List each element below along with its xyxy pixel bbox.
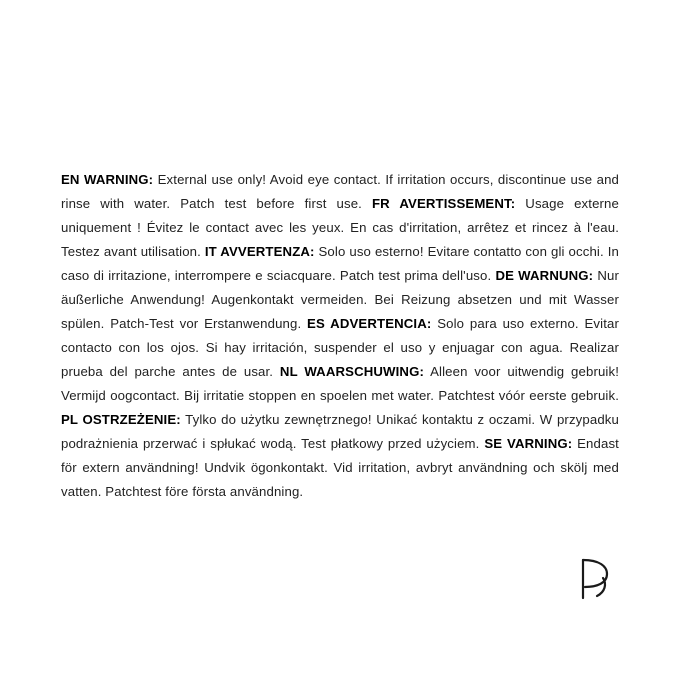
- warning-body-en: External use only! Avoid eye contact. If irritation occurs, discontinue use and rinse with water. Patch test before first use.: [61, 172, 619, 212]
- warning-body-de: Nur äußerliche Anwendung! Augenkontakt vermeiden. Bei Reizung absetzen und mit Wasser spülen. Patch-Test vor Erstanwendung.: [61, 268, 620, 332]
- warning-language-label-se: SE VARNING:: [484, 436, 573, 452]
- warning-body-pl: Tylko do użytku zewnętrznego! Unikać kontaktu z oczami. W przypadku podrażnienia przerwać i spłukać wodą. Test płatkowy przed użyciem.: [61, 412, 619, 452]
- warning-body-se: Endast för extern användning! Undvik ögonkontakt. Vid irritation, avbryt användning och skölj med vatten. Patchtest före första användning.: [61, 436, 619, 500]
- brand-logo-icon: [573, 556, 615, 602]
- warning-language-label-nl: NL WAARSCHUWING:: [279, 364, 424, 380]
- warning-body-es: Solo para uso externo. Evitar contacto con los ojos. Si hay irritación, suspender el uso y enjuagar con agua. Realizar prueba del parche antes de usar.: [61, 316, 620, 380]
- warning-language-label-de: DE WARNUNG:: [495, 268, 594, 284]
- warning-language-label-pl: PL OSTRZEŻENIE:: [61, 412, 181, 428]
- warning-language-label-fr: FR AVERTISSEMENT:: [372, 196, 516, 212]
- multilingual-warning-text: [61, 168, 619, 504]
- warning-body-it: Solo uso esterno! Evitare contatto con gli occhi. In caso di irritazione, interrompere e sciacquare. Patch test prima dell'uso.: [61, 244, 619, 284]
- warning-language-label-it: IT AVVERTENZA:: [204, 244, 315, 260]
- warning-language-label-es: ES ADVERTENCIA:: [307, 316, 432, 332]
- warning-language-label-en: EN WARNING:: [61, 172, 154, 187]
- warning-body-fr: Usage externe uniquement ! Évitez le contact avec les yeux. En cas d'irritation, arrêtez et rincez à l'eau. Testez avant utilisation.: [61, 196, 619, 260]
- warning-body-nl: Alleen voor uitwendig gebruik! Vermijd oogcontact. Bij irritatie stoppen en spoelen met water. Patchtest vóór eerste gebruik.: [61, 364, 620, 404]
